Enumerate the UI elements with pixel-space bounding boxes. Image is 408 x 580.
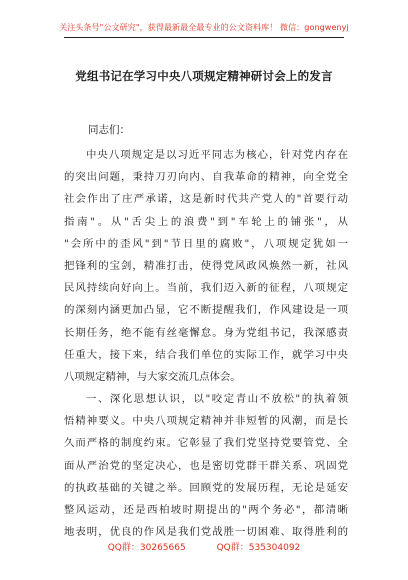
header-promo-note: 关注头条号"公文研究"，获得最新最全最专业的公文资料库！ 微信：gongwenyj [59,23,349,32]
body-line: 长期任务，绝不能有丝毫懈怠。身为党组书记，我深感责 [64,326,348,339]
footer-qq-group-2: QQ群：535304092 [216,543,301,553]
body-line: 社会作出了庄严承诺，这是新时代共产党人的"首要行动 [64,193,348,206]
salutation: 同志们： [88,124,130,136]
footer-contacts [0,540,408,553]
body-line: 的突出问题，秉持刀刃向内、自我革命的精神，向全党全 [64,171,348,184]
header-divider [64,37,344,38]
body-line: 的深刻内涵更加凸显，它不断提醒我们，作风建设是一项 [64,304,348,317]
body-line: 指南"。从"舌尖上的浪费"到"车轮上的铺张"，从 [64,215,348,228]
body-line: 面从严治党的坚定决心，也是密切党群干群关系、巩固党 [64,459,348,472]
body-line: 任重大，接下来，结合我们单位的实际工作，就学习中央 [64,348,348,361]
document-title: 党组书记在学习中央八项规定精神研讨会上的发言 [75,69,333,83]
body-line: 整风运动，还是西柏坡时期提出的"两个务必"，都清晰 [64,504,348,516]
body-line: "会所中的歪风"到"节日里的腐败"，八项规定犹如一 [64,237,348,250]
body-line: 民风持续向好向上。当前，我们迈入新的征程，八项规定 [64,282,348,295]
body-line: 八项规定精神，与大家交流几点体会。 [64,370,241,383]
body-line: 一、深化思想认识，以"咬定青山不放松"的执着领 [86,393,348,406]
body-line: 久而严格的制度约束。它彰显了我们党坚持党要管党、全 [64,437,348,450]
footer-qq-group-1: QQ群：30265665 [107,543,186,553]
body-line: 地表明，优良的作风是我们党战胜一切困难、取得胜利的 [64,526,348,539]
body-line: 中央八项规定是以习近平同志为核心，针对党内存在 [86,149,348,161]
body-line: 的执政基础的关键之举。回顾党的发展历程，无论是延安 [64,481,348,494]
document-body [64,144,348,543]
body-line: 把锋利的宝剑，精准打击，使得党风政风焕然一新，社风 [64,259,348,272]
body-line: 悟精神要义。中央八项规定精神并非短暂的风潮，而是长 [64,415,348,428]
